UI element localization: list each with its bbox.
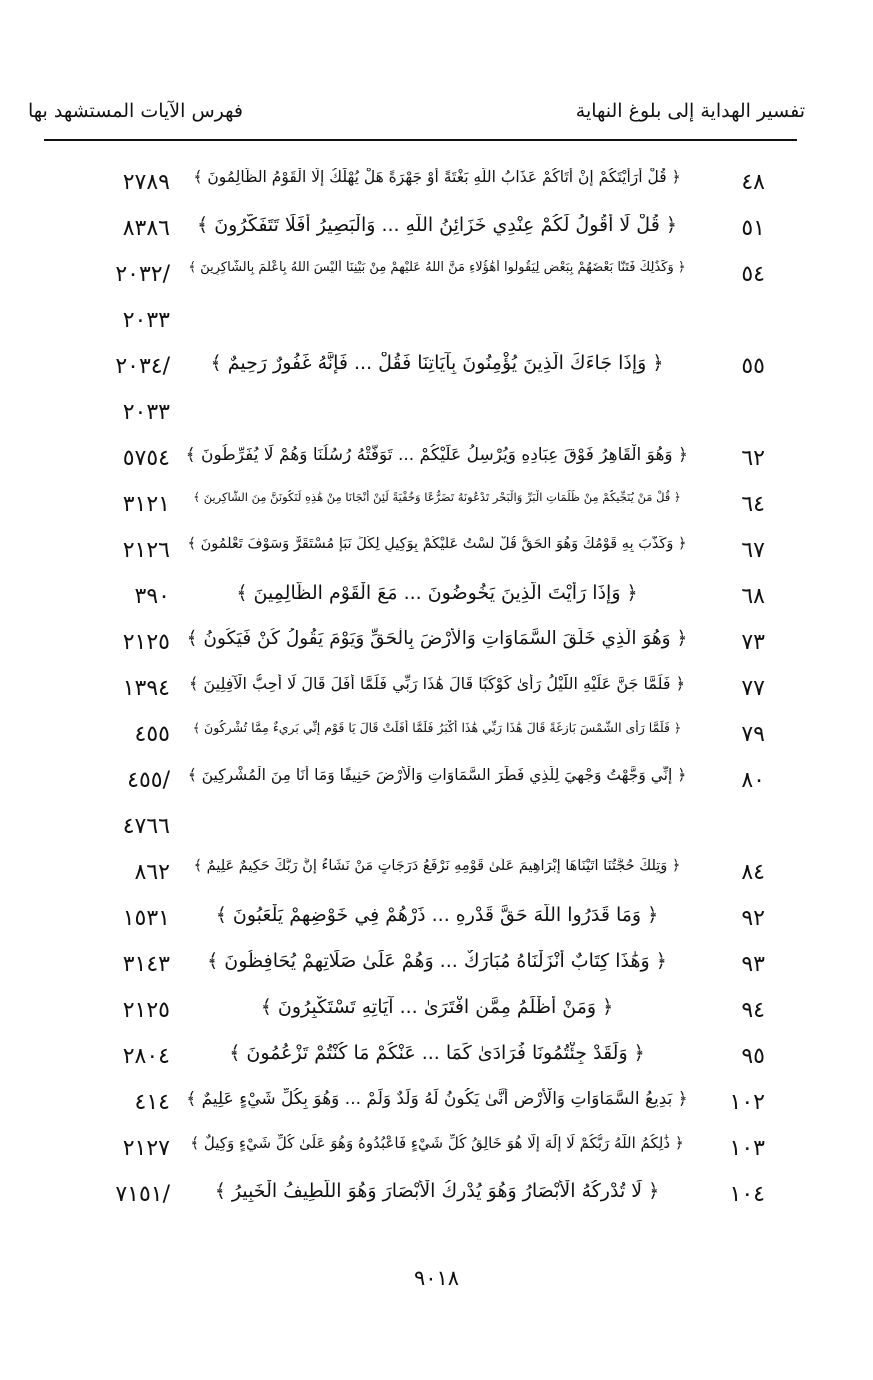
page-reference: ٢١٢٧ <box>122 1136 170 1161</box>
index-row <box>0 1176 873 1222</box>
verse-index-list <box>0 164 873 1222</box>
verse-number: ٦٤ <box>741 492 765 517</box>
verse-number: ٥٥ <box>741 354 765 379</box>
verse-number: ٩٥ <box>741 1044 765 1069</box>
index-row <box>0 1130 873 1176</box>
page-reference: ١٥٣١ <box>122 906 170 931</box>
page-reference: ٢١٢٥ <box>122 998 170 1023</box>
page-reference: ٢٠٣٣ <box>122 308 170 333</box>
ayah-text: ﴿ فَلَمَّا جَنَّ عَلَيْهِ اللَّيْلُ رَأَىٰ كَوْكَبًا قَالَ هَٰذَا رَبِّي فَلَمَّا أَفَلَ قَالَ لَا أُحِبُّ الْآفِلِينَ ﴾ <box>188 674 686 693</box>
ayah-text: ﴿ إِنِّي وَجَّهْتُ وَجْهِيَ لِلَّذِي فَطَرَ السَّمَاوَاتِ وَالْأَرْضَ حَنِيفًا وَمَا أَنَا مِنَ الْمُشْرِكِينَ ﴾ <box>187 766 687 784</box>
page-reference: ٢١٢٥ <box>122 630 170 655</box>
page-header <box>28 96 805 136</box>
index-row <box>0 210 873 256</box>
index-row <box>0 900 873 946</box>
index-row <box>0 578 873 624</box>
ayah-text: ﴿ وَمَنْ أَظْلَمُ مِمَّنِ افْتَرَىٰ ... آيَاتِهِ تَسْتَكْبِرُونَ ﴾ <box>260 996 614 1018</box>
page-reference: /٢٠٣٤ <box>115 354 170 379</box>
ayah-text: ﴿ وَكَذَّبَ بِهِ قَوْمُكَ وَهُوَ الْحَقُّ قُلْ لَسْتُ عَلَيْكُمْ بِوَكِيلٍ لِكُلِّ نَبَإٍ مُسْتَقَرٌّ وَسَوْفَ تَعْلَمُونَ ﴾ <box>187 536 687 552</box>
page-reference: /٢٠٣٢ <box>115 262 170 287</box>
page-reference: /٧١٥١ <box>115 1182 170 1207</box>
page-reference: /٤٥٥ <box>127 768 170 793</box>
ayah-text: ﴿ بَدِيعُ السَّمَاوَاتِ وَالْأَرْضِ أَنَّىٰ يَكُونُ لَهُ وَلَدٌ وَلَمْ ... وَهُوَ بِكُلِّ شَيْءٍ عَلِيمٌ ﴾ <box>186 1089 688 1109</box>
ayah-text: ﴿ وَهَٰذَا كِتَابٌ أَنْزَلْنَاهُ مُبَارَكٌ ... وَهُمْ عَلَىٰ صَلَاتِهِمْ يُحَافِظُونَ ﴾ <box>207 950 667 972</box>
verse-number: ٧٧ <box>741 676 765 701</box>
verse-number: ٦٧ <box>741 538 765 563</box>
index-row <box>0 532 873 578</box>
index-row <box>0 624 873 670</box>
ayah-text: ﴿ وَتِلْكَ حُجَّتُنَا آتَيْنَاهَا إِبْرَاهِيمَ عَلَىٰ قَوْمِهِ نَرْفَعُ دَرَجَاتٍ مَنْ نَشَاءُ إِنَّ رَبَّكَ حَكِيمٌ عَلِيمٌ ﴾ <box>193 858 681 874</box>
verse-number: ٧٣ <box>741 630 765 655</box>
index-row <box>0 716 873 762</box>
page-reference: ٢٧٨٩ <box>122 170 170 195</box>
ayah-text: ﴿ ذَٰلِكُمُ اللَّهُ رَبُّكُمْ لَا إِلَٰهَ إِلَّا هُوَ خَالِقُ كُلِّ شَيْءٍ فَاعْبُدُوهُ وَهُوَ عَلَىٰ كُلِّ شَيْءٍ وَكِيلٌ ﴾ <box>190 1134 684 1152</box>
verse-number: ٤٨ <box>741 170 765 195</box>
ayah-text: ﴿ فَلَمَّا رَأَى الشَّمْسَ بَازِغَةً قَالَ هَٰذَا رَبِّي هَٰذَا أَكْبَرُ فَلَمَّا أَفَلَتْ قَالَ يَا قَوْمِ إِنِّي بَرِيءٌ مِمَّا تُشْرِكُونَ ﴾ <box>192 720 682 735</box>
verse-number: ٩٢ <box>741 906 765 931</box>
header-divider <box>44 139 797 141</box>
ayah-text: ﴿ وَإِذَا جَاءَكَ الَّذِينَ يُؤْمِنُونَ بِآيَاتِنَا فَقُلْ ... فَإِنَّهُ غَفُورٌ رَحِيمٌ ﴾ <box>210 352 664 374</box>
index-row <box>0 1084 873 1130</box>
ayah-text: ﴿ وَكَذَٰلِكَ فَتَنَّا بَعْضَهُمْ بِبَعْضٍ لِيَقُولُوا أَهَٰؤُلَاءِ مَنَّ اللَّهُ عَلَيْهِمْ مِنْ بَيْنِنَا أَلَيْسَ اللَّهُ بِأَعْلَمَ بِالشَّاكِرِينَ ﴾ <box>188 260 686 275</box>
page-reference: ٣١٤٣ <box>122 952 170 977</box>
page-reference: ٢٨٠٤ <box>122 1044 170 1069</box>
index-title: فهرس الآيات المستشهد بها <box>28 100 243 122</box>
ayah-text: ﴿ وَهُوَ الَّذِي خَلَقَ السَّمَاوَاتِ وَالْأَرْضَ بِالْحَقِّ وَيَوْمَ يَقُولُ كُنْ فَيَكُونُ ﴾ <box>186 628 688 649</box>
page-reference: ٣١٢١ <box>122 492 170 517</box>
page-reference: ١٣٩٤ <box>122 676 170 701</box>
verse-number: ١٠٣ <box>729 1136 765 1161</box>
verse-number: ٨٠ <box>741 768 765 793</box>
ayah-text: ﴿ وَمَا قَدَرُوا اللَّهَ حَقَّ قَدْرِهِ ... ذَرْهُمْ فِي خَوْضِهِمْ يَلْعَبُونَ ﴾ <box>215 904 659 926</box>
page-reference: ٤١٤ <box>134 1090 170 1115</box>
verse-number: ١٠٢ <box>729 1090 765 1115</box>
verse-number: ٦٢ <box>741 446 765 471</box>
ayah-text: ﴿ قُلْ لَا أَقُولُ لَكُمْ عِنْدِي خَزَائِنُ اللَّهِ ... وَالْبَصِيرُ أَفَلَا تَتَفَكَّرُونَ ﴾ <box>197 214 677 236</box>
page-reference: ٨٦٢ <box>134 860 170 885</box>
verse-number: ٩٤ <box>741 998 765 1023</box>
ayah-text: ﴿ قُلْ مَنْ يُنَجِّيكُمْ مِنْ ظُلُمَاتِ الْبَرِّ وَالْبَحْرِ تَدْعُونَهُ تَضَرُّعًا وَخُفْيَةً لَئِنْ أَنْجَانَا مِنْ هَٰذِهِ لَنَكُونَنَّ مِنَ الشَّاكِرِينَ ﴾ <box>193 490 681 504</box>
verse-number: ٥١ <box>741 216 765 241</box>
ayah-text: ﴿ قُلْ أَرَأَيْتَكُمْ إِنْ أَتَاكُمْ عَذَابُ اللَّهِ بَغْتَةً أَوْ جَهْرَةً هَلْ يُهْلَكُ إِلَّا الْقَوْمُ الظَّالِمُونَ ﴾ <box>193 168 681 186</box>
index-row <box>0 164 873 210</box>
ayah-text: ﴿ لَا تُدْرِكُهُ الْأَبْصَارُ وَهُوَ يُدْرِكُ الْأَبْصَارَ وَهُوَ اللَّطِيفُ الْخَبِيرُ ﴾ <box>214 1180 660 1202</box>
ayah-text: ﴿ وَإِذَا رَأَيْتَ الَّذِينَ يَخُوضُونَ ... مَعَ الْقَوْمِ الظَّالِمِينَ ﴾ <box>236 582 638 604</box>
page-reference: ٣٩٠ <box>134 584 170 609</box>
page-reference: ٤٥٥ <box>134 722 170 747</box>
ayah-text: ﴿ وَلَقَدْ جِئْتُمُونَا فُرَادَىٰ كَمَا ... عَنْكُمْ مَا كُنْتُمْ تَزْعُمُونَ ﴾ <box>229 1042 645 1064</box>
index-row <box>0 808 873 854</box>
index-row <box>0 992 873 1038</box>
index-row <box>0 256 873 302</box>
verse-number: ٥٤ <box>741 262 765 287</box>
index-row <box>0 1038 873 1084</box>
verse-number: ٦٨ <box>741 584 765 609</box>
index-row <box>0 302 873 348</box>
index-row <box>0 440 873 486</box>
page-number: ٩٠١٨ <box>413 1266 460 1290</box>
book-title: تفسير الهداية إلى بلوغ النهاية <box>575 100 805 122</box>
index-row <box>0 854 873 900</box>
verse-number: ٨٤ <box>741 860 765 885</box>
ayah-text: ﴿ وَهُوَ الْقَاهِرُ فَوْقَ عِبَادِهِ وَيُرْسِلُ عَلَيْكُمْ ... تَوَفَّتْهُ رُسُلُنَا وَهُمْ لَا يُفَرِّطُونَ ﴾ <box>186 445 688 465</box>
page-reference: ٢١٢٦ <box>122 538 170 563</box>
verse-number: ١٠٤ <box>729 1182 765 1207</box>
index-row <box>0 946 873 992</box>
index-row <box>0 348 873 394</box>
page-reference: ٨٣٨٦ <box>122 216 170 241</box>
index-row <box>0 670 873 716</box>
page-reference: ٥٧٥٤ <box>122 446 170 471</box>
verse-number: ٩٣ <box>741 952 765 977</box>
index-row <box>0 762 873 808</box>
verse-number: ٧٩ <box>741 722 765 747</box>
page-reference: ٤٧٦٦ <box>122 814 170 839</box>
page-reference: ٢٠٣٣ <box>122 400 170 425</box>
index-row <box>0 486 873 532</box>
index-row <box>0 394 873 440</box>
